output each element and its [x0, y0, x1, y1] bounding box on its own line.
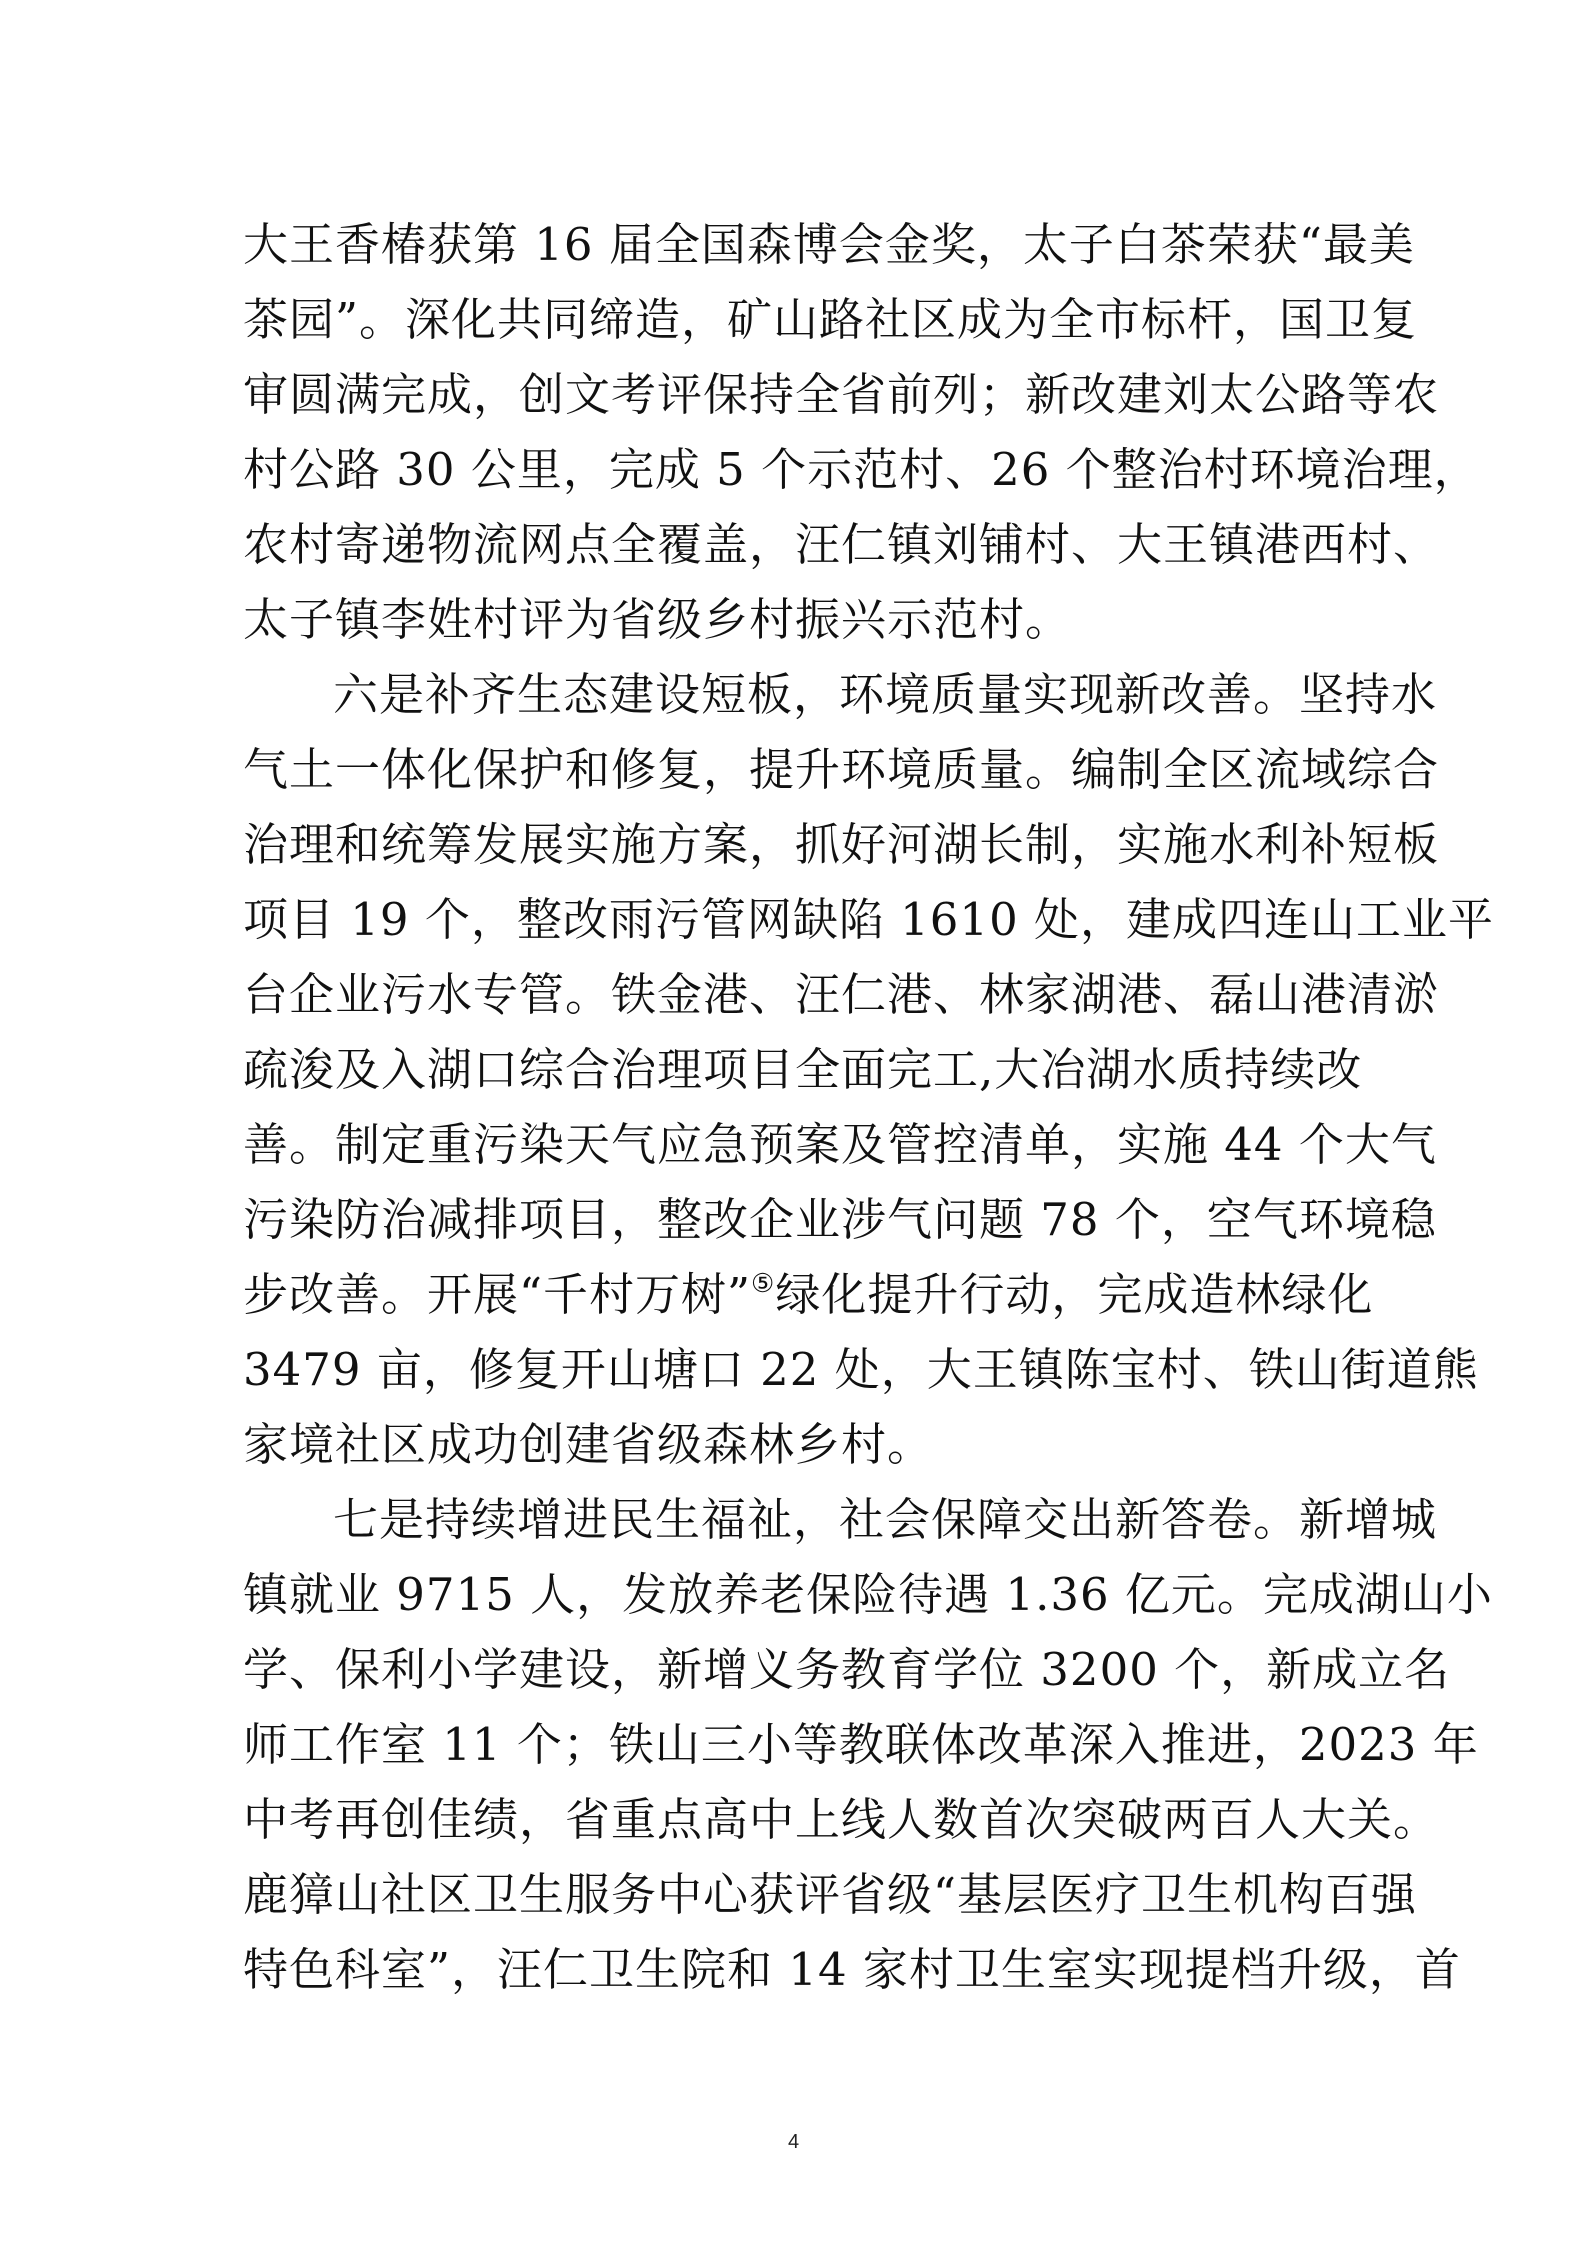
text-line: 项目 19 个，整改雨污管网缺陷 1610 处，建成四连山工业平: [243, 893, 1495, 946]
text-line: 特色科室”，汪仁卫生院和 14 家村卫生室实现提档升级，首: [243, 1943, 1461, 1996]
page-number: 4: [787, 2131, 800, 2153]
text-line: 治理和统筹发展实施方案，抓好河湖长制，实施水利补短板: [243, 818, 1440, 871]
paragraph-heading-line: 七是持续增进民生福祉，社会保障交出新答卷。新增城: [333, 1493, 1438, 1546]
text-line: 镇就业 9715 人，发放养老保险待遇 1.36 亿元。完成湖山小: [243, 1568, 1493, 1621]
text-line: 污染防治减排项目，整改企业涉气问题 78 个，空气环境稳: [243, 1193, 1437, 1246]
text-line: 家境社区成功创建省级森林乡村。: [243, 1418, 934, 1471]
paragraph-heading-line: 六是补齐生态建设短板，环境质量实现新改善。坚持水: [333, 668, 1438, 721]
text-segment: 步改善。开展“千村万树”: [243, 1268, 752, 1321]
text-line: 鹿獐山社区卫生服务中心获评省级“基层医疗卫生机构百强: [243, 1868, 1418, 1921]
text-line: 师工作室 11 个；铁山三小等教联体改革深入推进，2023 年: [243, 1718, 1479, 1771]
text-line: 村公路 30 公里，完成 5 个示范村、26 个整治村环境治理，: [243, 443, 1480, 496]
text-line: 审圆满完成，创文考评保持全省前列；新改建刘太公路等农: [243, 368, 1440, 421]
text-line: 疏浚及入湖口综合治理项目全面完工,大冶湖水质持续改: [243, 1043, 1363, 1096]
text-line: 学、保利小学建设，新增义务教育学位 3200 个，新成立名: [243, 1643, 1451, 1696]
text-line: 太子镇李姓村评为省级乡村振兴示范村。: [243, 593, 1072, 646]
text-line: 大王香椿获第 16 届全国森博会金奖，太子白茶荣获“最美: [243, 218, 1415, 271]
text-line-with-footnote: [243, 1265, 1374, 1325]
footnote-marker: ⑤: [751, 1269, 776, 1299]
text-segment: 绿化提升行动，完成造林绿化: [775, 1268, 1374, 1321]
text-line: 茶园”。深化共同缔造，矿山路社区成为全市标杆，国卫复: [243, 293, 1418, 346]
text-line: 农村寄递物流网点全覆盖，汪仁镇刘铺村、大王镇港西村、: [243, 518, 1440, 571]
text-line: 善。制定重污染天气应急预案及管控清单，实施 44 个大气: [243, 1118, 1437, 1171]
text-line: 台企业污水专管。铁金港、汪仁港、林家湖港、磊山港清淤: [243, 968, 1440, 1021]
text-line: 中考再创佳绩，省重点高中上线人数首次突破两百人大关。: [243, 1793, 1440, 1846]
text-line: 气土一体化保护和修复，提升环境质量。编制全区流域综合: [243, 743, 1440, 796]
text-line: 3479 亩，修复开山塘口 22 处，大王镇陈宝村、铁山街道熊: [243, 1343, 1479, 1396]
